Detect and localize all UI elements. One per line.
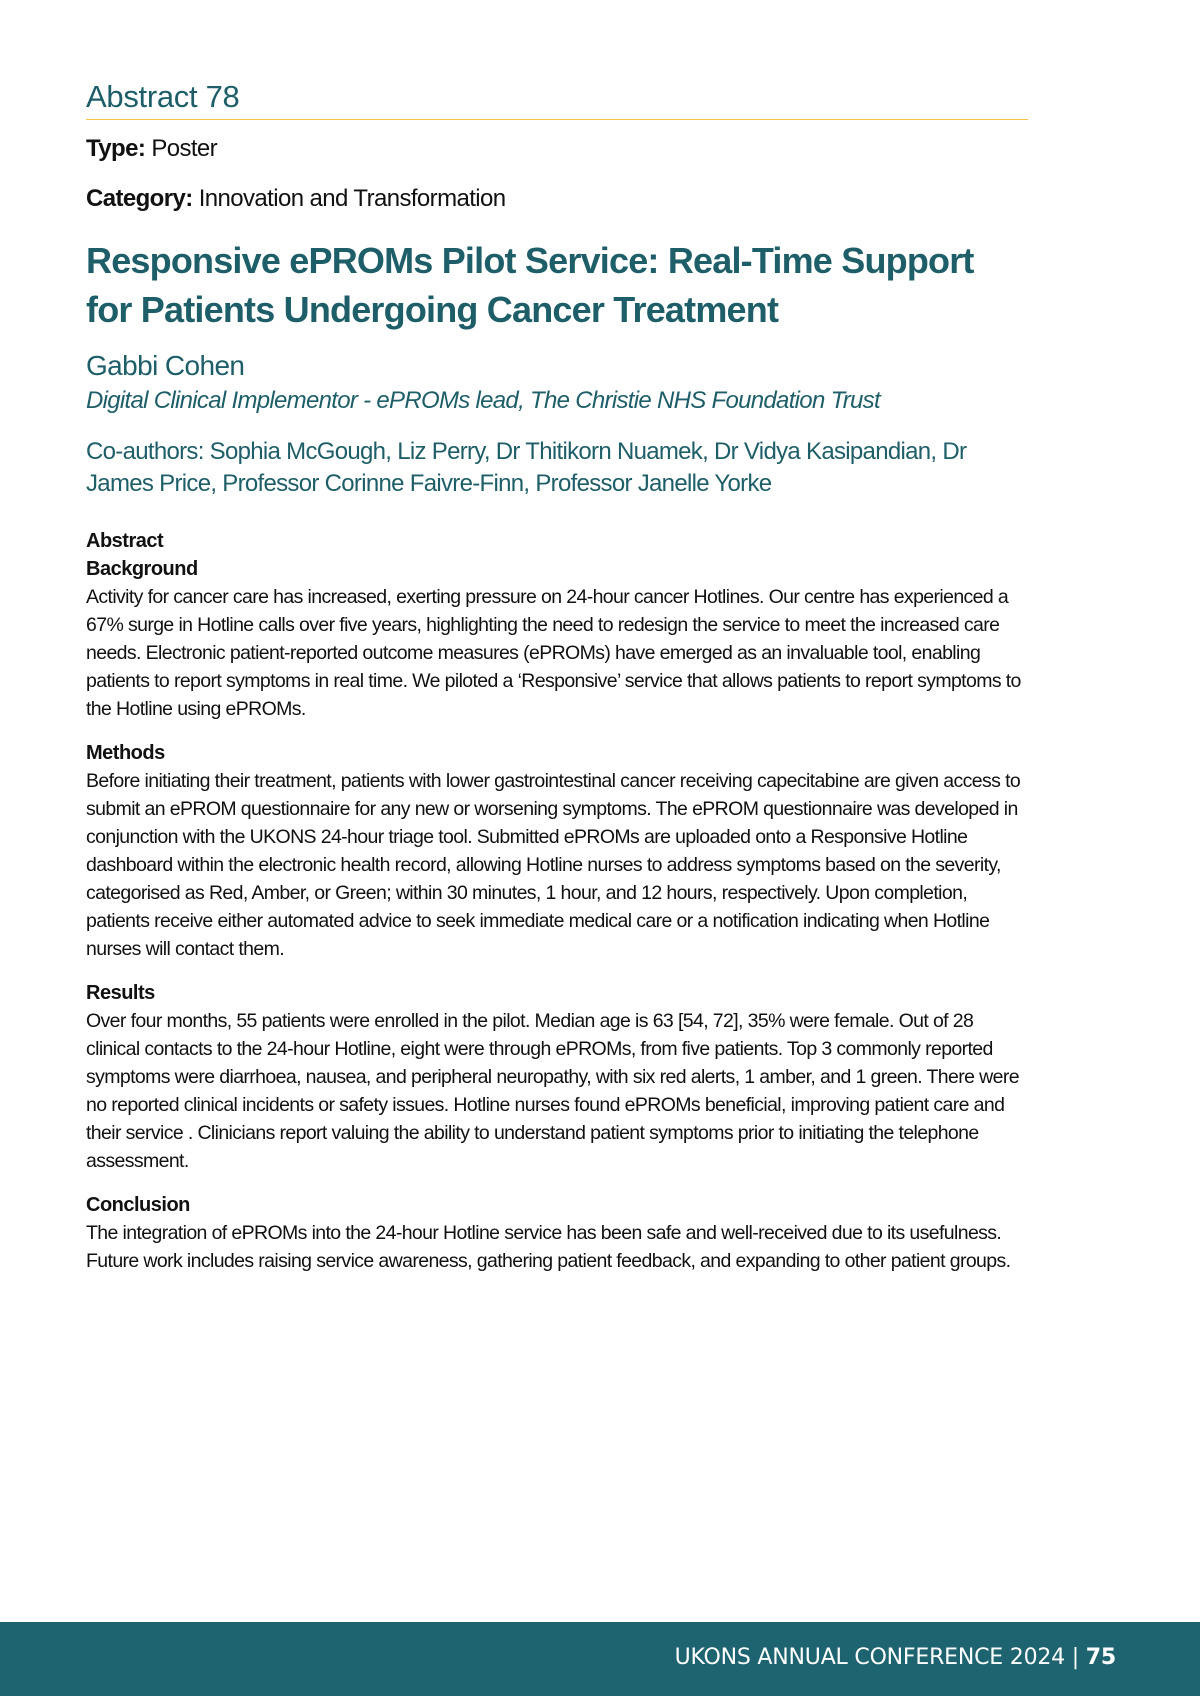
page-footer (0, 1622, 1200, 1696)
footer-text (675, 1643, 1116, 1673)
type-line (86, 134, 217, 164)
results-text: Over four months, 55 patients were enrolled in the pilot. Median age is 63 [54, 72], 35% were female. Out of 28 clinical contacts to the 24-hour Hotline, eight were through ePROMs, from five patients. Top 3 commonly reported symptoms were diarrhoea, nausea, and peripheral neuropathy, with six red alerts, 1 amber, and 1 green. There were no reported clinical incidents or safety issues. Hotline nurses found ePROMs beneficial, improving patient care and their service . Clinicians report valuing the ability to understand patient symptoms prior to initiating the telephone assessment. (86, 1010, 1019, 1172)
coauthors: Co-authors: Sophia McGough, Liz Perry, Dr Thitikorn Nuamek, Dr Vidya Kasipandian, Dr James Price, Professor Corinne Faivre-Finn, Professor Janelle Yorke (86, 438, 967, 497)
conclusion-text: The integration of ePROMs into the 24-hour Hotline service has been safe and well-received due to its usefulness. Future work includes raising service awareness, gathering patient feedback, and expanding to other patient groups. (86, 1222, 1011, 1272)
background-text: Activity for cancer care has increased, exerting pressure on 24-hour cancer Hotlines. Our centre has experienced a 67% surge in Hotline calls over five years, highlighting the need to redesign the service to meet the increased care needs. Electronic patient-reported outcome measures (ePROMs) have emerged as an invaluable tool, enabling patients to report symptoms in real time. We piloted a ‘Responsive’ service that allows patients to report symptoms to the Hotline using ePROMs. (86, 586, 1021, 720)
page-number: 75 (1085, 1645, 1116, 1670)
conclusion-heading: Conclusion (86, 1194, 190, 1216)
results-section (86, 979, 1028, 1175)
author-affiliation: Digital Clinical Implementor - ePROMs lead, The Christie NHS Foundation Trust (86, 387, 880, 414)
type-value: Poster (151, 135, 218, 162)
background-section (86, 527, 1028, 723)
abstract-number: Abstract 78 (86, 79, 240, 114)
background-heading: Background (86, 558, 198, 580)
methods-section (86, 739, 1028, 963)
conclusion-section (86, 1191, 1028, 1275)
results-heading: Results (86, 982, 155, 1004)
abstract-heading: Abstract (86, 530, 164, 552)
category-value: Innovation and Transformation (198, 185, 506, 212)
header-divider (86, 119, 1028, 120)
conference-name: UKONS ANNUAL CONFERENCE 2024 | (674, 1645, 1079, 1670)
methods-text: Before initiating their treatment, patients with lower gastrointestinal cancer receiving capecitabine are given access to submit an ePROM questionnaire for any new or worsening symptoms. The ePROM questionnaire was developed in conjunction with the UKONS 24-hour triage tool. Submitted ePROMs are uploaded onto a Responsive Hotline dashboard within the electronic health record, allowing Hotline nurses to address symptoms based on the severity, categorised as Red, Amber, or Green; within 30 minutes, 1 hour, and 12 hours, respectively. Upon completion, patients receive either automated advice to seek immediate medical care or a notification indicating when Hotline nurses will contact them. (86, 770, 1021, 960)
author-name: Gabbi Cohen (86, 350, 245, 381)
abstract-title: Responsive ePROMs Pilot Service: Real-Time Support for Patients Undergoing Cancer Treatment (86, 240, 974, 330)
category-label: Category: (86, 185, 193, 212)
category-line (86, 184, 506, 214)
type-label: Type: (86, 135, 146, 162)
methods-heading: Methods (86, 742, 165, 764)
